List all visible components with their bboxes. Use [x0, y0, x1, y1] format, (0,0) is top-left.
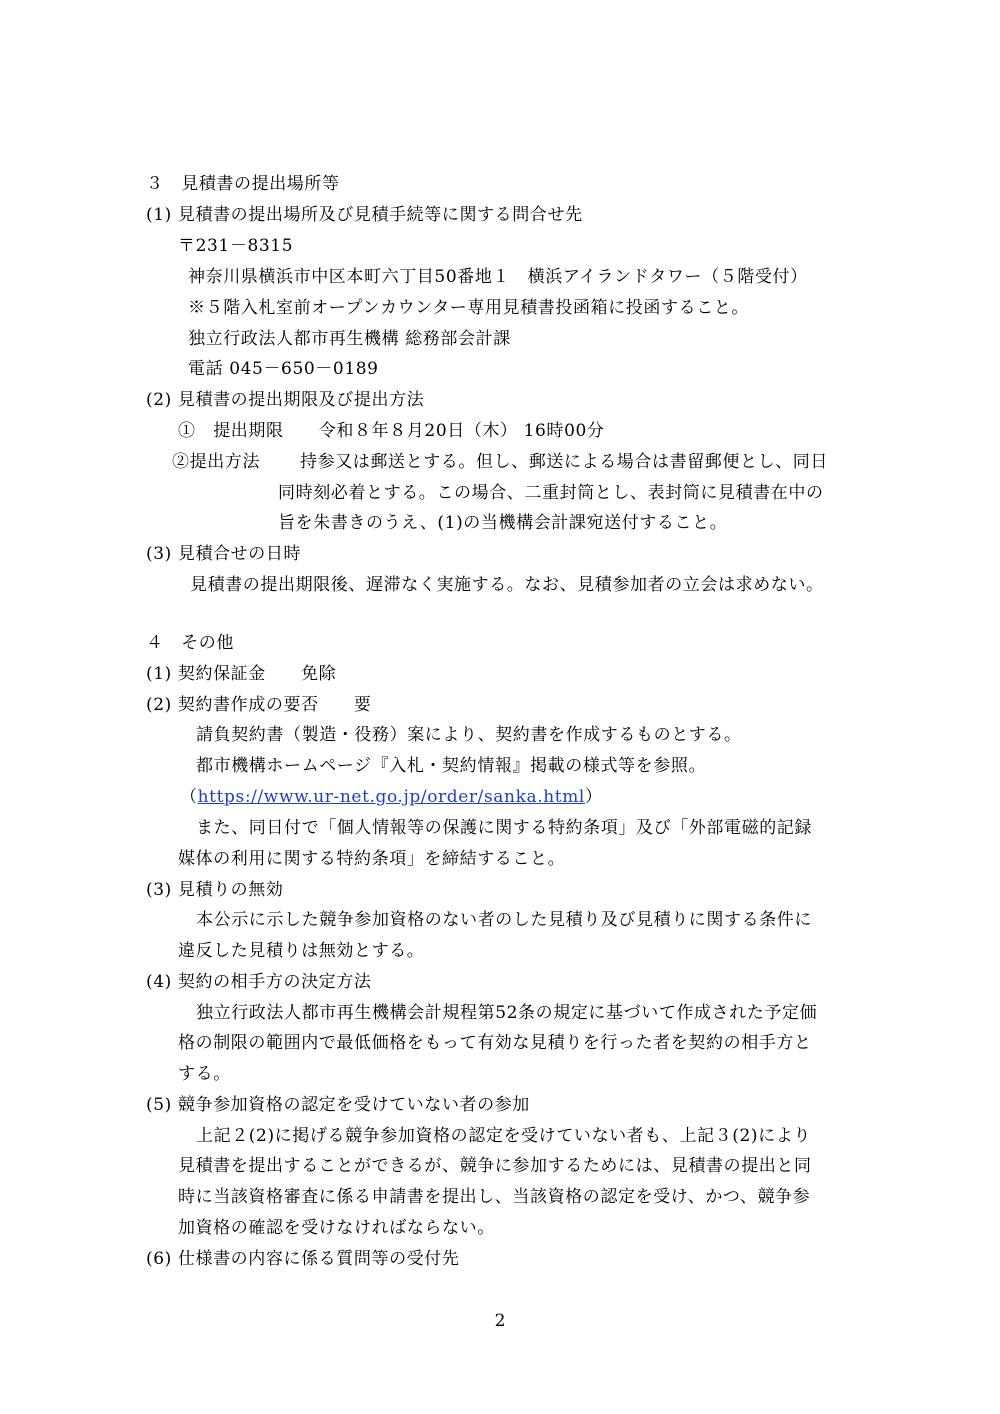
phone-number: 電話 045－650－0189	[188, 359, 379, 379]
unqualified-participation-line-3: 時に当該資格審査に係る申請書を提出し、当該資格の認定を受け、かつ、競争参	[178, 1187, 811, 1207]
contract-url-line	[180, 786, 603, 808]
submission-method-label: ②提出方法	[172, 452, 260, 472]
section-4-item-2-heading: (2) 契約書作成の要否 要	[146, 695, 372, 715]
invalid-quote-line-1: 本公示に示した競争参加資格のない者のした見積り及び見積りに関する条件に	[196, 910, 812, 930]
section-4-item-6-heading: (6) 仕様書の内容に係る質問等の受付先	[146, 1249, 460, 1269]
decision-method-line-3: する。	[178, 1064, 231, 1084]
office-name: 独立行政法人都市再生機構 総務部会計課	[188, 329, 511, 349]
address: 神奈川県横浜市中区本町六丁目50番地１ 横浜アイランドタワー（５階受付）	[188, 267, 808, 287]
section-3-item-3-heading: (3) 見積合せの日時	[146, 544, 302, 564]
submission-deadline: ① 提出期限 令和８年８月20日（木） 16時00分	[178, 421, 605, 441]
section-4-item-3-heading: (3) 見積りの無効	[146, 880, 284, 900]
decision-method-line-1: 独立行政法人都市再生機構会計規程第52条の規定に基づいて作成された予定価	[196, 1003, 818, 1023]
contract-text-line-2: 都市機構ホームページ『入札・契約情報』掲載の様式等を参照。	[196, 756, 707, 776]
contract-text-line-5: 媒体の利用に関する特約条項」を締結すること。	[178, 849, 566, 869]
section-4-item-4-heading: (4) 契約の相手方の決定方法	[146, 972, 372, 992]
submission-method-line-2: 同時刻必着とする。この場合、二重封筒とし、表封筒に見積書在中の	[278, 483, 824, 503]
unqualified-participation-line-1: 上記２(2)に掲げる競争参加資格の認定を受けていない者も、上記３(2)により	[196, 1126, 811, 1146]
unqualified-participation-line-2: 見積書を提出することができるが、競争に参加するためには、見積書の提出と同	[178, 1156, 812, 1176]
invalid-quote-line-2: 違反した見積りは無効とする。	[178, 941, 425, 961]
contract-text-line-4: また、同日付で「個人情報等の保護に関する特約条項」及び「外部電磁的記録	[196, 818, 812, 838]
section-4-item-1-heading: (1) 契約保証金 免除	[146, 664, 337, 684]
submission-note: ※５階入札室前オープンカウンター専用見積書投函箱に投函すること。	[188, 298, 749, 318]
section-3-heading: ３ 見積書の提出場所等	[146, 174, 340, 194]
page-number: 2	[494, 1311, 506, 1331]
section-4-heading: ４ その他	[146, 633, 234, 653]
section-3-item-1-heading: (1) 見積書の提出場所及び見積手続等に関する問合せ先	[146, 205, 583, 225]
contract-info-link[interactable]: https://www.ur-net.go.jp/order/sanka.html	[197, 787, 585, 807]
submission-method-line-1: 持参又は郵送とする。但し、郵送による場合は書留郵便とし、同日	[300, 452, 828, 472]
section-4-item-5-heading: (5) 競争参加資格の認定を受けていない者の参加	[146, 1095, 530, 1115]
contract-text-line-1: 請負契約書（製造・役務）案により、契約書を作成するものとする。	[196, 725, 742, 745]
unqualified-participation-line-4: 加資格の確認を受けなければならない。	[178, 1218, 495, 1238]
url-close-paren: ）	[584, 787, 603, 807]
decision-method-line-2: 格の制限の範囲内で最低価格をもって有効な見積りを行った者を契約の相手方と	[178, 1033, 812, 1053]
url-open-paren: （	[180, 787, 198, 807]
section-3-item-2-heading: (2) 見積書の提出期限及び提出方法	[146, 390, 425, 410]
quotation-schedule-text: 見積書の提出期限後、遅滞なく実施する。なお、見積参加者の立会は求めない。	[190, 575, 824, 595]
postal-code: 〒231－8315	[178, 236, 294, 256]
submission-method-line-3: 旨を朱書きのうえ、(1)の当機構会計課宛送付すること。	[278, 513, 728, 533]
